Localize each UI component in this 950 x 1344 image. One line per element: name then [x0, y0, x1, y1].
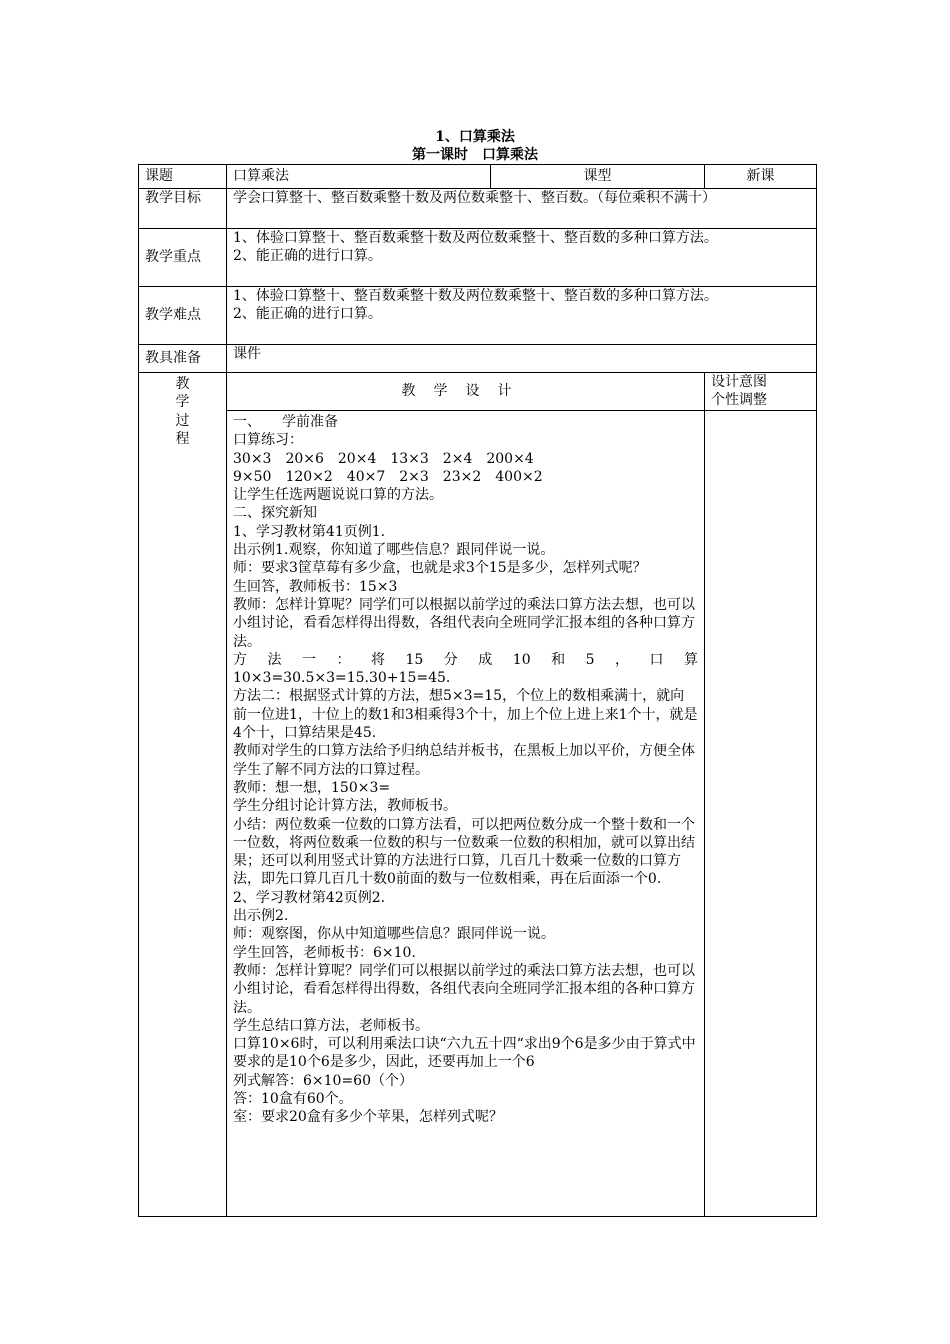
key-label: 教学重点 [139, 229, 227, 287]
content-line: 30×3 20×6 20×4 13×3 2×4 200×4 [233, 450, 534, 467]
process-char-2: 学 [175, 394, 190, 411]
difficulty-label: 教学难点 [139, 287, 227, 345]
content-line: 口算练习： [233, 432, 303, 449]
design-content [227, 411, 705, 1217]
content-line: 师：要求3筐草莓有多少盒，也就是求3个15是多少，怎样列式呢？ [233, 560, 647, 577]
difficulty-content [227, 287, 817, 345]
topic-label: 课题 [139, 165, 227, 189]
content-line: 答：10盒有60个。 [233, 1090, 353, 1107]
process-char-3: 过 [175, 412, 190, 429]
content-line: 学生分组讨论计算方法，教师板书。 [233, 798, 457, 815]
topic-value: 口算乘法 [227, 165, 491, 189]
document-title: 1、口算乘法 [435, 129, 515, 145]
content-line: 室：要求20盒有多少个苹果，怎样列式呢？ [233, 1109, 503, 1126]
tools-label: 教具准备 [139, 345, 227, 373]
process-header-row [139, 373, 817, 411]
lesson-subtitle: 第一课时 口算乘法 [412, 147, 538, 163]
content-line: 教师：怎样计算呢？同学们可以根据以前学过的乘法口算方法去想，也可以小组讨论，看看怎样得出得数，各组代表向全班同学汇报本组的各种口算方法。 [233, 596, 695, 650]
type-value: 新课 [705, 165, 817, 189]
content-line: 二、探究新知 [233, 505, 317, 522]
content-line: 教师对学生的口算方法给予归纳总结并板书，在黑板上加以平价，方便全体学生了解不同方法的口算过程。 [233, 743, 695, 778]
key-content [227, 229, 817, 287]
process-content-row [139, 411, 817, 1217]
goal-value: 学会口算整十、整百数乘整十数及两位数乘整十、整百数。（每位乘积不满十） [227, 189, 817, 229]
process-char-1: 教 [175, 376, 190, 392]
content-line: 学生回答，老师板书：6×10. [233, 944, 416, 961]
content-line: 方法二：根据竖式计算的方法，想5×3=15，个位上的数相乘满十，就向前一位进1，十位上的数1和3相乘得3个十，加上个位上进上来1个十，就是4个十，口算结果是45. [233, 688, 698, 742]
content-line: 方法一：将15分成10和5，口算 [233, 651, 698, 668]
note-header-line-2: 个性调整 [711, 392, 767, 409]
topic-row [139, 165, 817, 189]
key-line-1: 1、体验口算整十、整百数乘整十数及两位数乘整十、整百数的多种口算方法。 [233, 230, 718, 246]
content-line: 教师：想一想，150×3= [233, 779, 391, 796]
content-line: 让学生任选两题说说口算的方法。 [233, 487, 443, 504]
difficulty-line-1: 1、体验口算整十、整百数乘整十数及两位数乘整十、整百数的多种口算方法。 [233, 288, 718, 304]
type-label: 课型 [491, 165, 705, 189]
goal-label: 教学目标 [139, 189, 227, 229]
content-line: 1、学习教材第41页例1. [233, 523, 386, 540]
key-row [139, 229, 817, 287]
tools-value: 课件 [227, 345, 817, 373]
process-char-4: 程 [175, 430, 190, 447]
goal-row [139, 189, 817, 229]
lesson-plan-table [138, 164, 817, 1217]
content-line: 师：观察图，你从中知道哪些信息？跟同伴说一说。 [233, 926, 555, 943]
design-header: 教学设计 [227, 373, 705, 411]
process-label [139, 373, 227, 1217]
note-content [705, 411, 817, 1217]
difficulty-row [139, 287, 817, 345]
content-line: 列式解答：6×10=60（个） [233, 1072, 413, 1089]
tools-row [139, 345, 817, 373]
content-line: 口算10×6时，可以利用乘法口诀“六九五十四“求出9个6是多少由于算式中要求的是10个6是多少，因此，还要再加上一个6 [233, 1036, 696, 1071]
note-header [705, 373, 817, 411]
key-line-2: 2、能正确的进行口算。 [233, 248, 382, 265]
difficulty-line-2: 2、能正确的进行口算。 [233, 306, 382, 323]
content-line: 一、 学前准备 [233, 414, 338, 430]
content-line: 10×3=30.5×3=15.30+15=45. [233, 670, 451, 687]
content-line: 出示例2. [233, 908, 289, 925]
content-line: 出示例1.观察，你知道了哪些信息？跟同伴说一说。 [233, 542, 555, 559]
note-header-line-1: 设计意图 [711, 374, 767, 390]
content-line: 2、学习教材第42页例2. [233, 889, 386, 906]
content-line: 9×50 120×2 40×7 2×3 23×2 400×2 [233, 468, 543, 485]
content-line: 学生总结口算方法，老师板书。 [233, 1017, 429, 1034]
content-line: 生回答，教师板书：15×3 [233, 578, 398, 595]
content-line: 教师：怎样计算呢？同学们可以根据以前学过的乘法口算方法去想，也可以小组讨论，看看怎样得出得数，各组代表向全班同学汇报本组的各种口算方法。 [233, 962, 695, 1016]
content-line: 小结：两位数乘一位数的口算方法看，可以把两位数分成一个整十数和一个一位数，将两位数乘一位数的积与一位数乘一位数的积相加，就可以算出结果；还可以利用竖式计算的方法进行口算，几百几十数乘一位数的口算方法，即先口算几百几十数0前面的数与一位数相乘，再在后面添一个0. [233, 816, 695, 888]
